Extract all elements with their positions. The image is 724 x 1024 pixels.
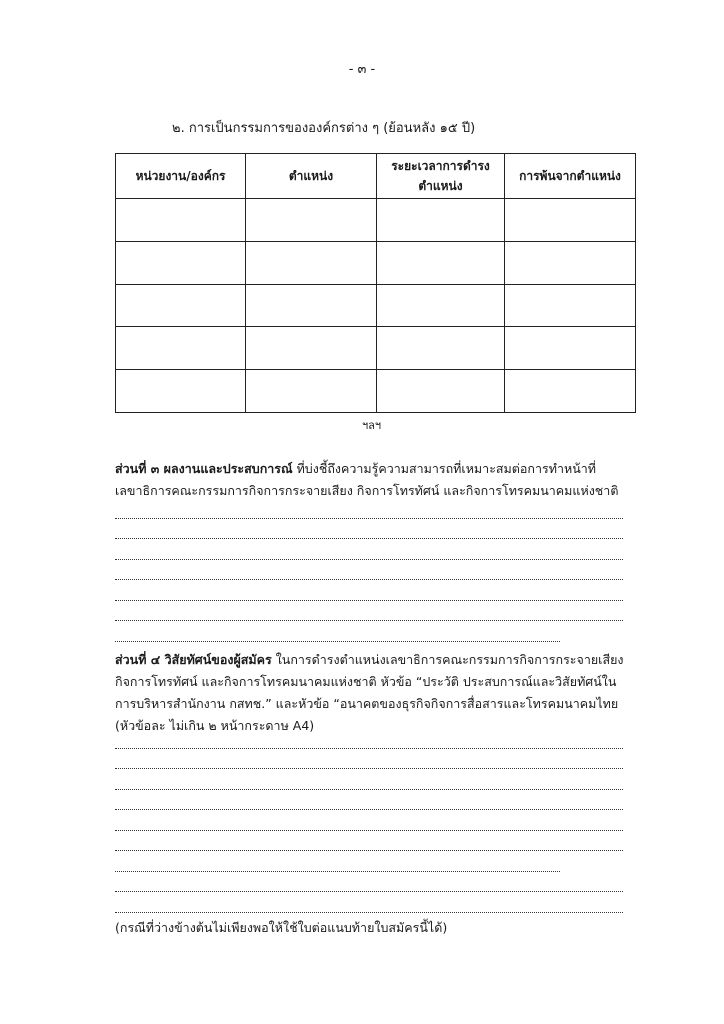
header-position: ตำแหน่ง — [246, 154, 377, 199]
table-cell[interactable] — [116, 370, 246, 413]
table-cell[interactable] — [246, 284, 377, 327]
table-cell[interactable] — [246, 199, 377, 242]
table-row — [116, 241, 636, 284]
header-term-duration: ระยะเวลาการดำรง ตำแหน่ง — [377, 154, 505, 199]
answer-line[interactable] — [115, 831, 623, 852]
table-cell[interactable] — [246, 241, 377, 284]
header-organization: หน่วยงาน/องค์กร — [116, 154, 246, 199]
table-cell[interactable] — [246, 327, 377, 370]
page-number: - ๓ - — [348, 62, 376, 77]
table-row — [116, 327, 636, 370]
table-cell[interactable] — [377, 241, 505, 284]
answer-line[interactable] — [115, 560, 623, 581]
header-termination: การพ้นจากตำแหน่ง — [505, 154, 636, 199]
table-row — [116, 370, 636, 413]
answer-line[interactable] — [115, 728, 623, 749]
table-cell[interactable] — [116, 284, 246, 327]
answer-line[interactable] — [115, 749, 623, 770]
table-cell[interactable] — [377, 327, 505, 370]
answer-line[interactable] — [115, 580, 623, 601]
section-3-description: ที่บ่งชี้ถึงความรู้ความสามารถที่เหมาะสมต่อการทำหน้าที่เลขาธิการคณะกรรมการกิจการกระจายเสียง กิจการโทรทัศน์ และกิจการโทรคมนาคมแห่งชาติ — [115, 461, 619, 498]
footer-note: (กรณีที่ว่างข้างต้นไม่เพียงพอให้ใช้ใบต่อแนบท้ายใบสมัครนี้ได้) — [115, 920, 448, 935]
table-cell[interactable] — [116, 327, 246, 370]
table-cell[interactable] — [246, 370, 377, 413]
answer-line[interactable] — [115, 872, 623, 893]
section-3-heading — [115, 458, 627, 502]
section-3-title: ส่วนที่ ๓ ผลงานและประสบการณ์ — [115, 461, 293, 476]
answer-line[interactable] — [115, 498, 623, 519]
subheading: ๒. การเป็นกรรมการขององค์กรต่าง ๆ (ย้อนหลัง ๑๕ ปี) — [172, 121, 476, 136]
answer-line[interactable] — [115, 810, 623, 831]
answer-line[interactable] — [115, 621, 560, 642]
section-4-description: ในการดำรงตำแหน่งเลขาธิการคณะกรรมการกิจการกระจายเสียง กิจการโทรทัศน์ และกิจการโทรคมนาคมแห่งชาติ หัวข้อ “ประวัติ ประสบการณ์และวิสัยทัศน์ในการบริหารสำนักงาน กสทช.” และหัวข้อ “อนาคตของธุรกิจกิจการสื่อสารและโทรคมนาคมไทย (หัวข้อละ ไม่เกิน ๒ หน้ากระดาษ A4) — [115, 652, 624, 733]
section-3-answer-area[interactable] — [115, 498, 623, 642]
section-4-heading — [115, 649, 627, 737]
table-header-row — [116, 154, 636, 199]
answer-line[interactable] — [115, 892, 623, 913]
table-cell[interactable] — [505, 370, 636, 413]
answer-line[interactable] — [115, 539, 623, 560]
continuation-mark: ฯลฯ — [362, 419, 382, 432]
answer-line[interactable] — [115, 519, 623, 540]
table-row — [116, 284, 636, 327]
table-cell[interactable] — [377, 199, 505, 242]
answer-line[interactable] — [115, 769, 623, 790]
answer-line[interactable] — [115, 790, 623, 811]
table-cell[interactable] — [505, 327, 636, 370]
table-row — [116, 199, 636, 242]
answer-line[interactable] — [115, 851, 560, 872]
table-cell[interactable] — [377, 284, 505, 327]
table-cell[interactable] — [505, 284, 636, 327]
table-cell[interactable] — [116, 199, 246, 242]
section-4-answer-area[interactable] — [115, 728, 623, 913]
answer-line[interactable] — [115, 601, 623, 622]
table-cell[interactable] — [505, 199, 636, 242]
table-cell[interactable] — [377, 370, 505, 413]
section-4-title: ส่วนที่ ๔ วิสัยทัศน์ของผู้สมัคร — [115, 652, 272, 667]
table-cell[interactable] — [116, 241, 246, 284]
table-cell[interactable] — [505, 241, 636, 284]
committee-history-table — [115, 153, 636, 413]
